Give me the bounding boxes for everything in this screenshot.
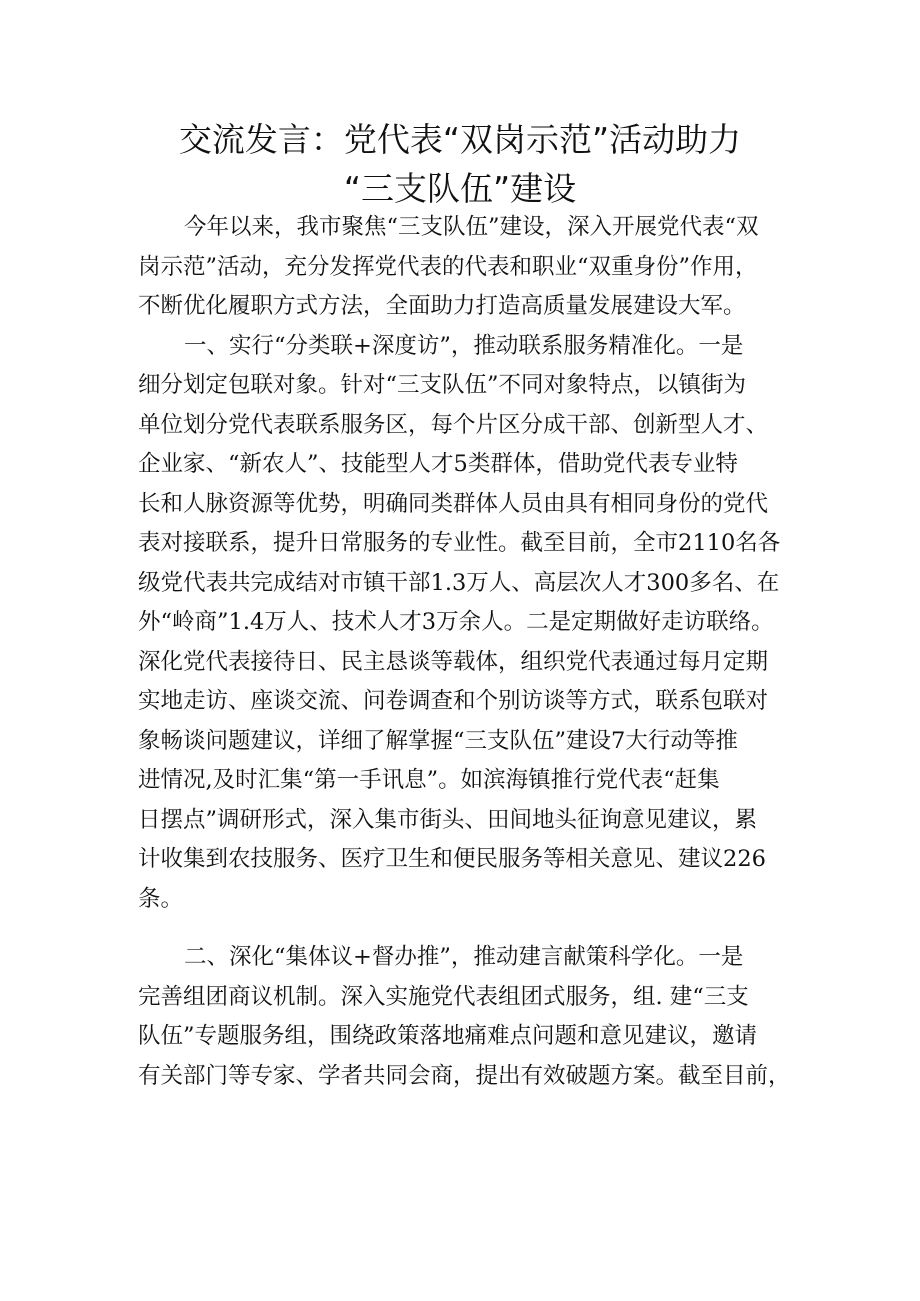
paragraph-line: 企业家、“新农人”、技能型人才5类群体，借助党代表专业特 [138, 451, 738, 477]
paragraph-line: 条。 [138, 885, 184, 912]
paragraph-line: 长和人脉资源等优势，明确同类群体人员由具有相同身份的党代 [138, 490, 769, 517]
paragraph-line: 岗示范”活动，充分发挥党代表的代表和职业“双重身份”作用， [138, 253, 758, 280]
paragraph-section-1 [138, 327, 788, 920]
document-body [138, 208, 791, 1096]
paragraph-line: 深化党代表接待日、民主恳谈等载体，组织党代表通过每月定期 [138, 648, 769, 675]
paragraph-line: 计收集到农技服务、医疗卫生和便民服务等相关意见、建议226 [138, 846, 766, 872]
paragraph-line: 一、实行“分类联+深度访”，推动联系服务精准化。一是 [184, 332, 744, 359]
paragraph-line: 有关部门等专家、学者共同会商，提出有效破题方案。截至目前， [138, 1062, 791, 1089]
document-title-line-1: 交流发言：党代表“双岗示范”活动助力 [178, 120, 742, 159]
paragraph-line: 队伍”专题服务组，围绕政策落地痛难点问题和意见建议，邀请 [138, 1023, 758, 1049]
paragraph-line: 完善组团商议机制。深入实施党代表组团式服务，组. 建“三支 [138, 983, 749, 1010]
paragraph-line: 外“岭商”1.4万人、技术人才3万余人。二是定期做好走访联络。 [138, 609, 774, 635]
document-title-line-2: “三支队伍”建设 [343, 169, 577, 208]
paragraph-line: 单位划分党代表联系服务区，每个片区分成干部、创新型人才、 [138, 411, 769, 438]
paragraph-line: 象畅谈问题建议，详细了解掌握“三支队伍”建设7大行动等推 [138, 727, 738, 754]
paragraph-intro [138, 208, 788, 327]
paragraph-line: 今年以来，我市聚焦“三支队伍”建设，深入开展党代表“双 [184, 214, 759, 240]
paragraph-line: 二、深化“集体议+督办推”，推动建言献策科学化。一是 [184, 944, 744, 970]
paragraph-line: 级党代表共完成结对市镇干部1.3万人、高层次人才300多名、在 [138, 569, 780, 596]
paragraph-section-2 [138, 938, 791, 1096]
paragraph-line: 日摆点”调研形式，深入集市街头、田间地头征询意见建议，累 [138, 806, 758, 833]
paragraph-line: 细分划定包联对象。针对“三支队伍”不同对象特点，以镇街为 [138, 372, 747, 398]
paragraph-line: 进情况,及时汇集“第一手讯息”。如滨海镇推行党代表“赶集 [138, 767, 720, 793]
paragraph-line: 不断优化履职方式方法，全面助力打造高质量发展建设大军。 [138, 293, 746, 319]
paragraph-gap [138, 919, 788, 938]
paragraph-line: 实地走访、座谈交流、问卷调查和个别访谈等方式，联系包联对 [138, 688, 769, 714]
paragraph-line: 表对接联系，提升日常服务的专业性。截至目前，全市2110名各 [138, 530, 781, 556]
